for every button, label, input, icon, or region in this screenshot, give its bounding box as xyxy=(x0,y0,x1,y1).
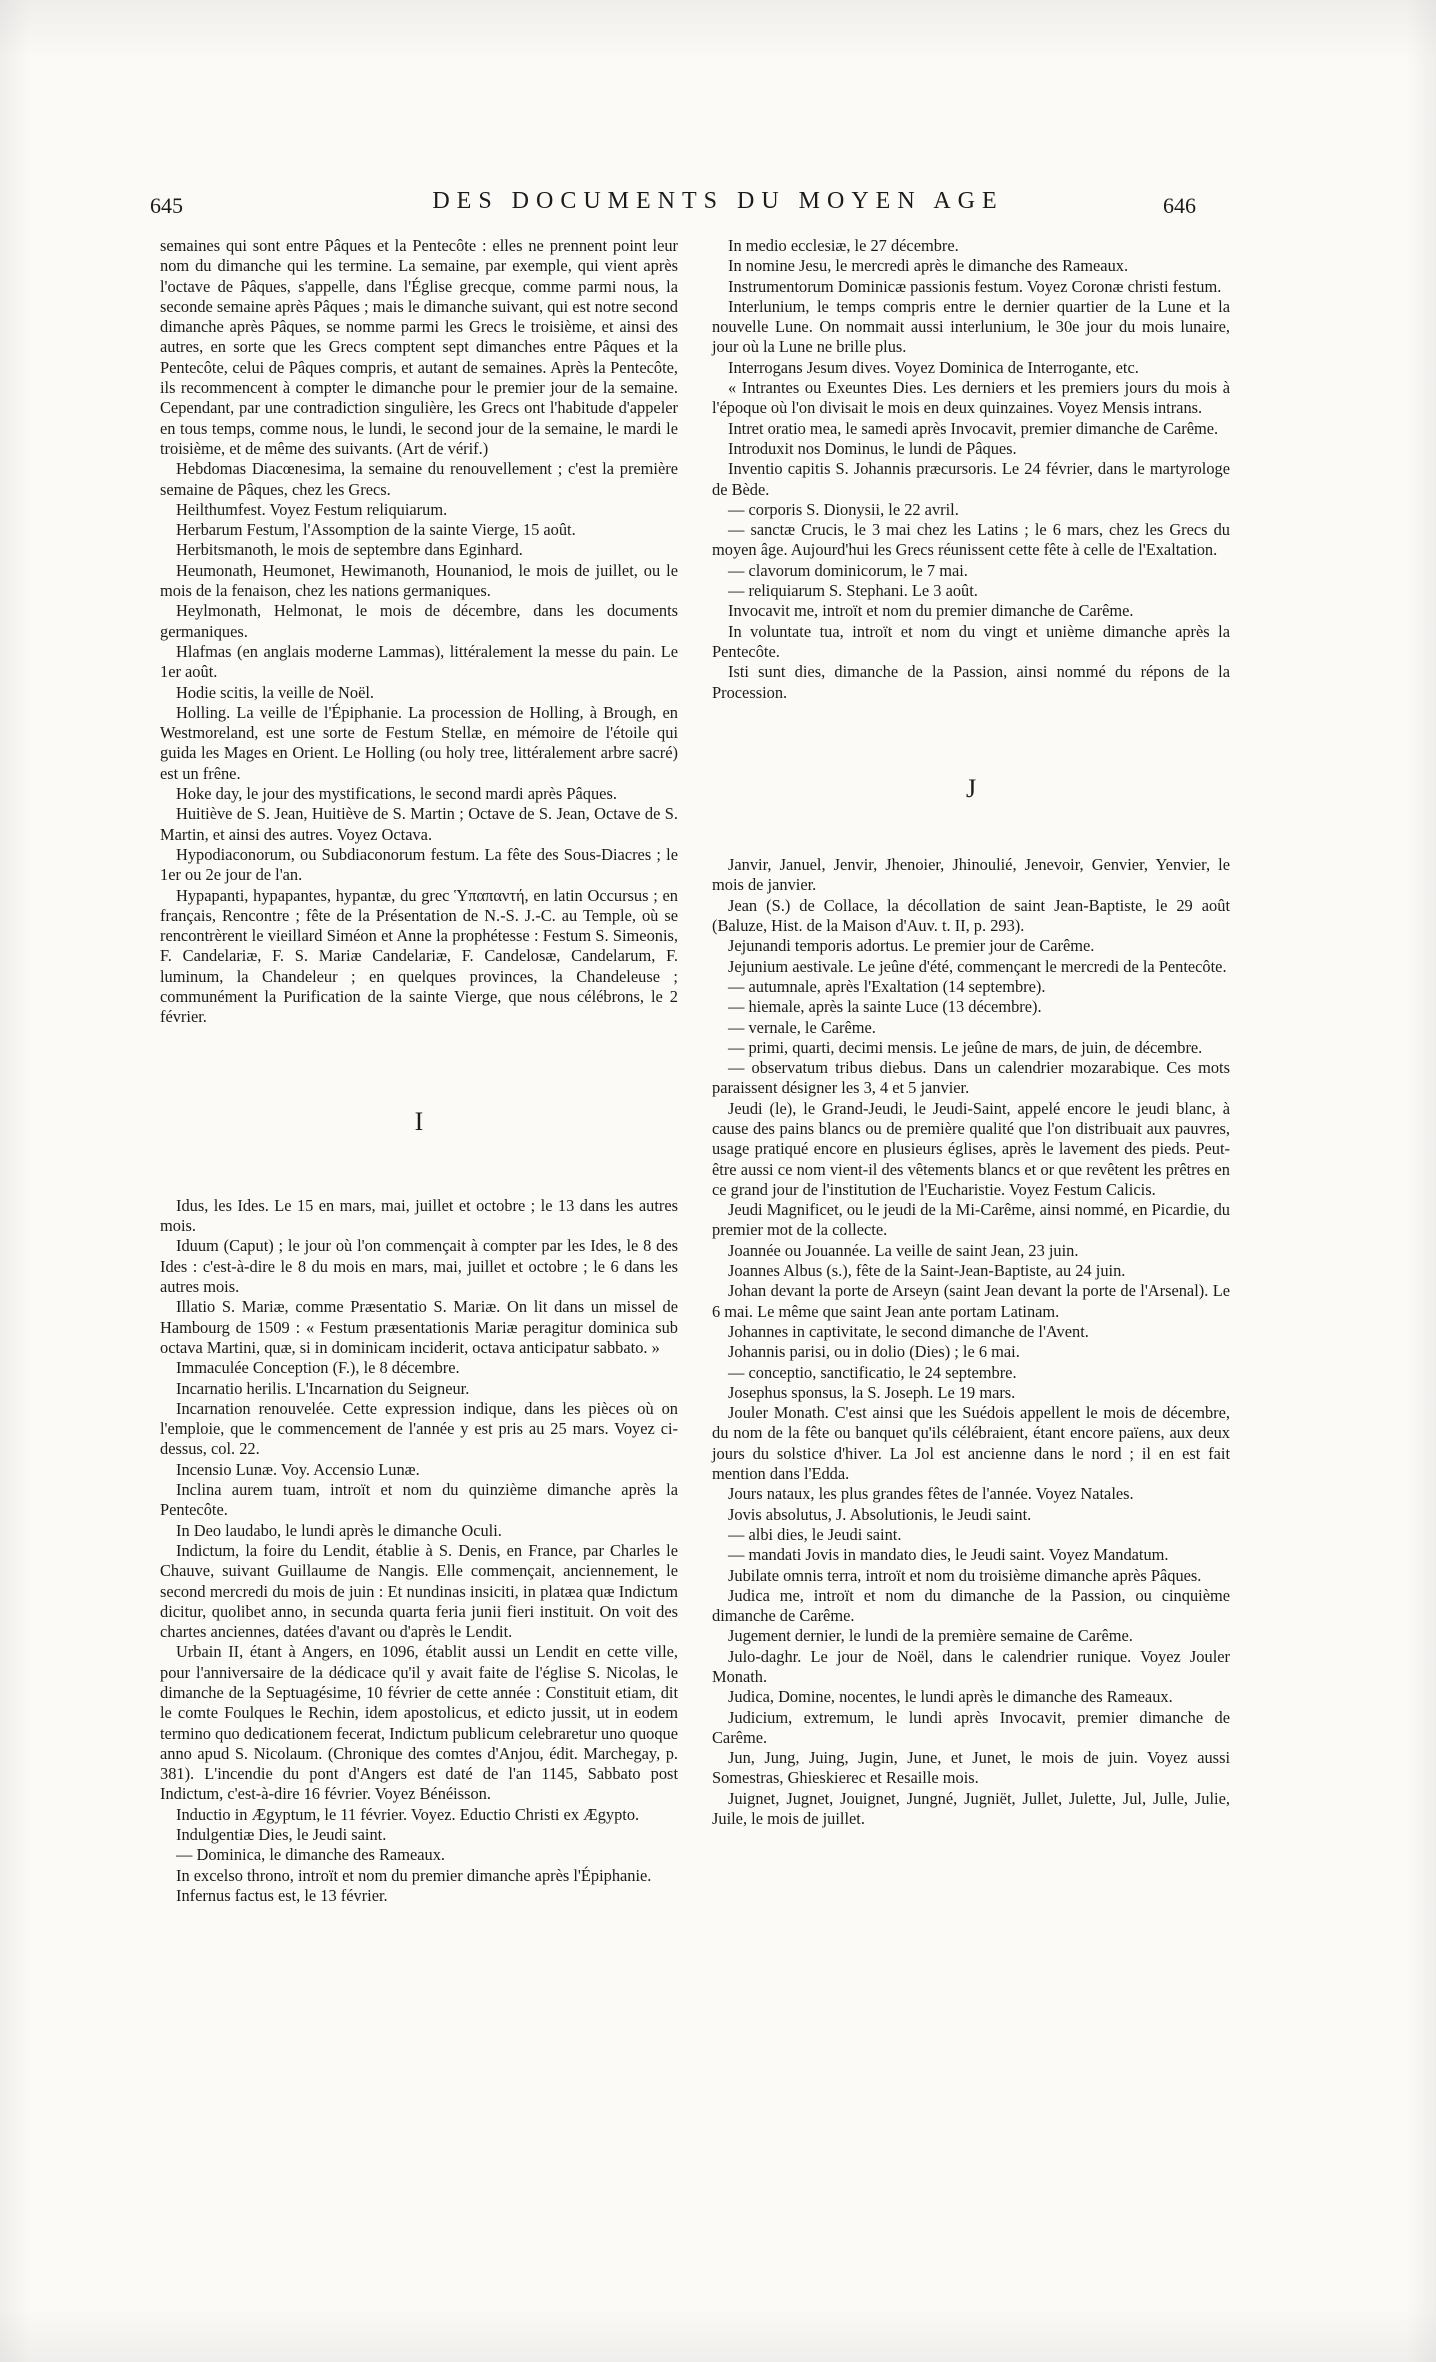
entry-infernus-factus: Infernus factus est, le 13 février. xyxy=(176,1885,388,1905)
entry-joannee: Joannée ou Jouannée. La veille de saint Jean, 23 juin. xyxy=(728,1240,1079,1260)
entry-intrantes: « Intrantes ou Exeuntes Dies. Les derniers et les premiers jours du mois à l'époque où l'on divisait le mois en deux quinzaines. Voyez Mensis intrans. xyxy=(712,378,1230,418)
entry-jovis-albi: — albi dies, le Jeudi saint. xyxy=(728,1524,902,1544)
entry-hlafmas: Hlafmas (en anglais moderne Lammas), littéralement la messe du pain. Le 1er août. xyxy=(160,641,678,682)
entry-jubilate: Jubilate omnis terra, introït et nom du troisième dimanche après Pâques. xyxy=(728,1565,1202,1585)
entry-hypapanti: Hypapanti, hypapantes, hypantæ, du grec Ὑπαπαντή, en latin Occursus ; en français, Rencontre ; fête de la Présentation de N.-S. J.-C. au Temple, où se rencontrèrent le vieillard Siméon et Anne la prophétesse : Festum S. Simeonis, F. Candelariæ, F. S. Mariæ Candelariæ, F. Candelosæ, Candelarum, F. luminum, la Chandeleur ; en quelques provinces, la Chandeleuse ; communément la Purification de la sainte Vierge, que nous célébrons, le 2 février. xyxy=(160,885,678,1027)
entry-interrogans: Interrogans Jesum dives. Voyez Dominica de Interrogante, etc. xyxy=(728,357,1139,377)
scan-edge-left xyxy=(0,0,30,2362)
entry-huitieve: Huitiève de S. Jean, Huitiève de S. Martin ; Octave de S. Jean, Octave de S. Martin, et ainsi des autres. Voyez Octava. xyxy=(160,804,678,844)
entry-jean-collace: Jean (S.) de Collace, la décollation de saint Jean-Baptiste, le 29 août (Baluze, Hist. de la Maison d'Auv. t. II, p. 293). xyxy=(712,895,1230,936)
entry-inventio-corporis: — corporis S. Dionysii, le 22 avril. xyxy=(728,499,959,519)
entry-johannis-conceptio: — conceptio, sanctificatio, le 24 septembre. xyxy=(728,1362,1017,1382)
entry-incarnation-renouvelee: Incarnation renouvelée. Cette expression indique, dans les pièces où on l'emploie, que le commencement de l'année y est pris au 25 mars. Voyez ci-dessus, col. 22. xyxy=(160,1398,678,1459)
entry-juignet: Juignet, Jugnet, Jouignet, Jungné, Jugniët, Jullet, Julette, Jul, Julle, Julie, Juile, le mois de juillet. xyxy=(712,1788,1230,1829)
folio-left: 645 xyxy=(150,193,183,218)
entry-in-nomine-jesu: In nomine Jesu, le mercredi après le dimanche des Rameaux. xyxy=(728,256,1129,276)
entry-heumonath: Heumonath, Heumonet, Hewimanoth, Hounaniod, le mois de juillet, ou le mois de la fenaison, chez les nations germaniques. xyxy=(160,560,678,601)
entry-jugement-dernier: Jugement dernier, le lundi de la première semaine de Carême. xyxy=(728,1626,1133,1646)
scan-edge-top xyxy=(0,0,1436,60)
entry-incarnatio-herilis: Incarnatio herilis. L'Incarnation du Seigneur. xyxy=(176,1378,470,1398)
entry-inductio: Inductio in Ægyptum, le 11 février. Voyez. Eductio Christi ex Ægypto. xyxy=(176,1804,640,1824)
entry-hebdomades-continuation: semaines qui sont entre Pâques et la Pentecôte : elles ne prennent point leur nom du dimanche qui les termine. La semaine, par exemple, qui vient après l'octave de Pâques, s'appelle, dans l'Église grecque, comme parmi nous, la seconde semaine après Pâques ; mais le dimanche suivant, qui est notre second dimanche après Pâques, se nomme parmi les Grecs le troisième, et ainsi des autres, en sorte que les Grecs comptent sept dimanches entre Pâques et la Pentecôte, celui de Pâques compris, et autant de semaines. Après la Pentecôte, ils recommencent à compter le dimanche pour le premier jour de la semaine. Cependant, par une contradiction singulière, les Grecs ont l'habitude d'appeler en tous temps, comme nous, le lundi, le second jour de la semaine, le mardi le troisième, et de même des suivants. (Art de vérif.) xyxy=(160,236,678,458)
entry-interlunium: Interlunium, le temps compris entre le dernier quartier de la Lune et la nouvelle Lune. On nommait aussi interlunium, le 30e jour du mois lunaire, jour où la Lune ne brille plus. xyxy=(712,296,1230,357)
entry-isti-sunt-dies: Isti sunt dies, dimanche de la Passion, ainsi nommé du répons de la Procession. xyxy=(712,662,1230,702)
entry-jejunium-autumnale: — autumnale, après l'Exaltation (14 septembre). xyxy=(728,976,1046,996)
entry-in-medio-ecclesiae: In medio ecclesiæ, le 27 décembre. xyxy=(728,236,959,255)
entry-jeudi: Jeudi (le), le Grand-Jeudi, le Jeudi-Saint, appelé encore le jeudi blanc, à cause des pains blancs ou de première qualité que l'on distribuait aux pauvres, usage pratiqué encore en plusieurs églises, après le lavement des pieds. Peut-être aussi ce nom vient-il des vêtements blancs et or que revêtent les prêtres en ce grand jour de l'institution de l'Eucharistie. Voyez Festum Calicis. xyxy=(712,1098,1230,1199)
entry-in-voluntate: In voluntate tua, introït et nom du vingt et unième dimanche après la Pentecôte. xyxy=(712,621,1230,661)
entry-julo-daghr: Julo-daghr. Le jour de Noël, dans le calendrier runique. Voyez Jouler Monath. xyxy=(712,1646,1230,1686)
entry-inventio-crucis: — sanctæ Crucis, le 3 mai chez les Latins ; le 6 mars, chez les Grecs du moyen âge. Aujourd'hui les Grecs réunissent cette fête à celle de l'Exaltation. xyxy=(712,520,1230,560)
entry-jovis-absolutus: Jovis absolutus, J. Absolutionis, le Jeudi saint. xyxy=(728,1504,1032,1524)
entry-inventio-reliquiarum: — reliquiarum S. Stephani. Le 3 août. xyxy=(728,581,978,601)
entry-immaculee: Immaculée Conception (F.), le 8 décembre. xyxy=(176,1358,460,1378)
entry-judica-me: Judica me, introït et nom du dimanche de la Passion, ou cinquième dimanche de Carême. xyxy=(712,1585,1230,1626)
entry-inclina-aurem: Inclina aurem tuam, introït et nom du quinzième dimanche après la Pentecôte. xyxy=(160,1480,678,1520)
entry-jejunium-observatum: — observatum tribus diebus. Dans un calendrier mozarabique. Ces mots paraissent désigner les 3, 4 et 5 janvier. xyxy=(712,1058,1230,1098)
entry-johan-arseyn: Johan devant la porte de Arseyn (saint Jean devant la porte de l'Arsenal). Le 6 mai. Le même que saint Jean ante portam Latinam. xyxy=(712,1281,1230,1321)
entry-holling: Holling. La veille de l'Épiphanie. La procession de Holling, à Brough, en Westmoreland, est une sorte de Festum Stellæ, en mémoire de l'étoile qui guida les Mages en Orient. Le Holling (ou holy tree, littéralement arbre sacré) est un frêne. xyxy=(160,702,678,783)
entry-johannis-parisi: Johannis parisi, ou in dolio (Dies) ; le 6 mai. xyxy=(728,1342,1020,1362)
entry-indulgentiae: Indulgentiæ Dies, le Jeudi saint. xyxy=(176,1825,387,1845)
scan-edge-bottom xyxy=(0,2307,1436,2362)
entry-hodie-scitis: Hodie scitis, la veille de Noël. xyxy=(176,682,375,702)
entry-inventio-capitis: Inventio capitis S. Johannis præcursoris. Le 24 février, dans le martyrologe de Bède. xyxy=(712,459,1230,499)
entry-invocavit: Invocavit me, introït et nom du premier dimanche de Carême. xyxy=(728,601,1134,621)
entry-instrumentorum: Instrumentorum Dominicæ passionis festum. Voyez Coronæ christi festum. xyxy=(728,276,1222,296)
entry-jejunium-hiemale: — hiemale, après la sainte Luce (13 décembre). xyxy=(728,997,1042,1017)
entry-jeudi-magnificet: Jeudi Magnificet, ou le jeudi de la Mi-Carême, ainsi nommé, en Picardie, du premier mot de la collecte. xyxy=(712,1200,1230,1240)
entry-hypodiaconorum: Hypodiaconorum, ou Subdiaconorum festum. La fête des Sous-Diacres ; le 1er ou 2e jour de l'an. xyxy=(160,844,678,885)
entry-heilthumfest: Heilthumfest. Voyez Festum reliquiarum. xyxy=(176,499,448,519)
entry-jours-nataux: Jours nataux, les plus grandes fêtes de l'année. Voyez Natales. xyxy=(728,1484,1134,1504)
entry-judicium-extremum: Judicium, extremum, le lundi après Invocavit, premier dimanche de Carême. xyxy=(712,1707,1230,1747)
entry-intret-oratio: Intret oratio mea, le samedi après Invocavit, premier dimanche de Carême. xyxy=(728,418,1219,438)
scan-edge-right xyxy=(1406,0,1436,2362)
entry-iduum: Iduum (Caput) ; le jour où l'on commençait à compter par les Ides, le 8 des Ides : c'est-à-dire le 8 du mois en mars, mai, juillet et octobre ; le 6 dans les autres mois. xyxy=(160,1236,678,1297)
entry-inventio-clavorum: — clavorum dominicorum, le 7 mai. xyxy=(728,560,968,580)
entry-urbain-ii: Urbain II, étant à Angers, en 1096, établit aussi un Lendit en cette ville, pour l'anniversaire de la dédicace qu'il y avait faite de l'église S. Nicolas, le dimanche de la Septuagésime, 10 février de cette année : Constituit etiam, dit le comte Foulques le Rechin, idem apostolicus, et edicto jussit, ut in eodem termino quo dedicationem fecerat, Indictum publicum celebraretur uno quoque anno apud S. Nicolaum. (Chronique des comtes d'Anjou, édit. Marchegay, p. 381). L'incendie du pont d'Angers est daté de l'an 1145, Sabbato post Indictum, c'est-à-dire 16 février. Voyez Bénéisson. xyxy=(160,1642,678,1804)
entry-joannes-albus: Joannes Albus (s.), fête de la Saint-Jean-Baptiste, au 24 juin. xyxy=(728,1261,1126,1281)
entry-jejunium-vernale: — vernale, le Carême. xyxy=(728,1017,876,1037)
entry-introduxit: Introduxit nos Dominus, le lundi de Pâques. xyxy=(728,438,1017,458)
entry-hebdomas: Hebdomas Diacœnesima, la semaine du renouvellement ; c'est la première semaine de Pâques, chez les Grecs. xyxy=(160,459,678,499)
entry-idus: Idus, les Ides. Le 15 en mars, mai, juillet et octobre ; le 13 dans les autres mois. xyxy=(160,1195,678,1236)
entry-jouler-monath: Jouler Monath. C'est ainsi que les Suédois appellent le mois de décembre, du nom de la fête ou banquet qu'ils célébraient, étant encore païens, aux deux jours du solstice d'hiver. La Jol est ancienne dans le nord ; il en est fait mention dans l'Edda. xyxy=(712,1403,1230,1484)
entry-jejunium-aestivale: Jejunium aestivale. Le jeûne d'été, commençant le mercredi de la Pentecôte. xyxy=(728,956,1227,976)
entry-johannes-captivitate: Johannes in captivitate, le second dimanche de l'Avent. xyxy=(728,1321,1089,1341)
entry-in-deo-laudabo: In Deo laudabo, le lundi après le dimanche Oculi. xyxy=(176,1520,502,1540)
entry-judica-domine: Judica, Domine, nocentes, le lundi après le dimanche des Rameaux. xyxy=(728,1687,1173,1707)
section-letter-j: J xyxy=(965,773,977,803)
entry-indictum: Indictum, la foire du Lendit, établie à S. Denis, en France, par Charles le Chauve, suivant Guillaume de Nangis. Elle commençait, anciennement, le second mercredi du mois de juin : Et nundinas insiciti, in platæa quæ Indictum dicitur, quolibet anno, in secunda quarta feria junii fieri instituit. On voit des chartes anciennes, datées d'avant ou d'après le Lendit. xyxy=(160,1540,678,1642)
entry-jun: Jun, Jung, Juing, Jugin, June, et Junet, le mois de juin. Voyez aussi Somestras, Ghieskierec et Resaille mois. xyxy=(712,1748,1230,1788)
entry-herbarum-festum: Herbarum Festum, l'Assomption de la sainte Vierge, 15 août. xyxy=(176,520,576,540)
entry-indulgentiae-dominica: — Dominica, le dimanche des Rameaux. xyxy=(176,1845,445,1865)
entry-jejunandi: Jejunandi temporis adortus. Le premier jour de Carême. xyxy=(728,936,1095,956)
entry-illatio: Illatio S. Mariæ, comme Præsentatio S. Mariæ. On lit dans un missel de Hambourg de 1509 : « Festum præsentationis Mariæ peragitur dominica sub octava Martini, quæ, si in dominicam inciderit, octava anticipatur sabbato. » xyxy=(160,1297,678,1357)
entry-heylmonath: Heylmonath, Helmonat, le mois de décembre, dans les documents germaniques. xyxy=(160,601,678,641)
entry-jovis-mandati: — mandati Jovis in mandato dies, le Jeudi saint. Voyez Mandatum. xyxy=(728,1545,1169,1565)
running-title: DES DOCUMENTS DU MOYEN AGE xyxy=(432,188,1004,214)
entry-josephus: Josephus sponsus, la S. Joseph. Le 19 mars. xyxy=(728,1382,1016,1402)
entry-janvir: Janvir, Januel, Jenvir, Jhenoier, Jhinoulié, Jenevoir, Genvier, Yenvier, le mois de janvier. xyxy=(712,855,1230,895)
entry-herbitsmanoth: Herbitsmanoth, le mois de septembre dans Eginhard. xyxy=(176,540,523,560)
entry-incensio-lunae: Incensio Lunæ. Voy. Accensio Lunæ. xyxy=(176,1459,420,1479)
entry-hoke-day: Hoke day, le jour des mystifications, le second mardi après Pâques. xyxy=(176,784,617,804)
entry-jejunium-primi: — primi, quarti, decimi mensis. Le jeûne de mars, de juin, de décembre. xyxy=(728,1037,1203,1057)
entry-in-excelso-throno: In excelso throno, introït et nom du premier dimanche après l'Épiphanie. xyxy=(176,1865,652,1885)
left-column xyxy=(160,236,678,1906)
right-column xyxy=(712,236,1230,1829)
section-letter-i: I xyxy=(414,1106,424,1136)
folio-right: 646 xyxy=(1163,193,1196,218)
